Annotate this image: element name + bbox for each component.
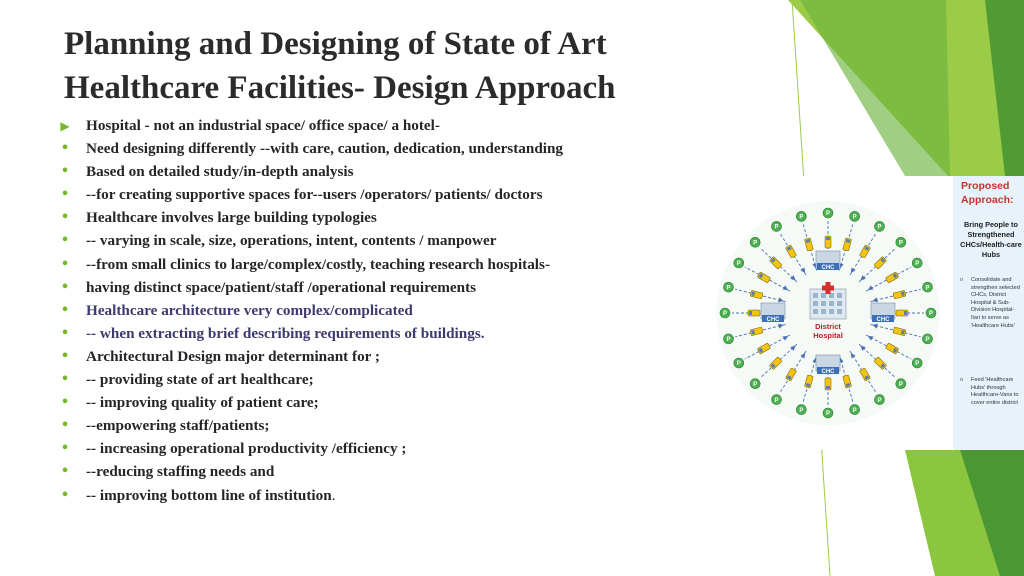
van-window <box>826 237 830 240</box>
pin-label: P <box>825 211 831 218</box>
hospital-window <box>813 309 818 314</box>
bullet-tail: . <box>331 486 336 504</box>
bullet-text: Based on detailed study/in-depth analysis <box>86 163 354 181</box>
bullet-text: Healthcare involves large building typologies <box>86 209 377 227</box>
bullet-list <box>58 115 628 508</box>
bullet-text: Healthcare architecture very complex/complicated <box>86 301 413 319</box>
bullet-text: -- providing state of art healthcare; <box>86 371 314 389</box>
pin-label: P <box>825 411 831 418</box>
van-window <box>749 311 752 315</box>
bullet-item <box>58 369 628 392</box>
hospital-window <box>813 293 818 298</box>
pin-label: P <box>915 261 920 268</box>
bullet-item <box>58 254 628 277</box>
triangle-bullet-icon: ▶ <box>60 119 70 133</box>
chc-label: CHC <box>821 368 835 375</box>
bullet-text: --for creating supportive spaces for--users /operators/ patients/ doctors <box>86 186 543 204</box>
note-bullet-icon: o <box>960 377 964 383</box>
hospital-window <box>821 301 826 306</box>
dot-bullet-icon: • <box>60 210 70 226</box>
pin-label: P <box>799 214 804 221</box>
bullet-item <box>58 392 628 415</box>
bullet-text: Need designing differently --with care, caution, dedication, understanding <box>86 140 564 158</box>
bullet-item <box>58 138 628 161</box>
hospital-window <box>837 309 842 314</box>
bullet-text: Hospital - not an industrial space/ office space/ a hotel- <box>86 117 440 134</box>
hospital-window <box>829 309 834 314</box>
bullet-item <box>58 115 628 138</box>
panel-subtitle: Bring People to Strengthened CHCs/Health-care Hubs <box>960 220 1022 259</box>
bullet-text: --from small clinics to large/complex/costly, teaching research hospitals- <box>86 255 550 273</box>
panel-note-2: Feed 'Healthcare Hubs' through Healthcare-Vans to cover entire district <box>971 377 1019 406</box>
health-van-icon <box>825 236 831 248</box>
bullet-item <box>58 207 628 230</box>
van-window <box>904 311 907 315</box>
pin-label: P <box>753 240 758 247</box>
bullet-item <box>58 461 628 484</box>
bullet-text: -- when extracting brief describing requirements of buildings. <box>86 324 485 342</box>
bullet-text: having distinct space/patient/staff /operational requirements <box>86 278 477 296</box>
pin-label: P <box>722 311 728 318</box>
panel-title: Proposed Approach: <box>961 180 1014 206</box>
chc-label: CHC <box>766 316 780 323</box>
dot-bullet-icon: • <box>60 372 70 388</box>
chc-label: CHC <box>876 316 890 323</box>
pin-label: P <box>898 240 903 247</box>
pin-label: P <box>928 311 934 318</box>
pin-label: P <box>726 285 731 292</box>
bullet-item <box>58 415 628 438</box>
panel-note-1: Consolidate and strengthen selected CHCs, District Hospital & Sub-Division Hospital-Ilari to serve as 'Healthcare Hubs' <box>971 277 1020 329</box>
chc-hub <box>761 303 785 323</box>
chc-hub <box>816 355 840 375</box>
pin-label: P <box>736 261 741 268</box>
bullet-item <box>58 230 628 253</box>
health-van-icon <box>748 310 760 316</box>
bullet-item <box>58 346 628 369</box>
bullet-text: --empowering staff/patients; <box>86 417 270 435</box>
bullet-text: -- increasing operational productivity /efficiency ; <box>86 440 407 458</box>
dot-bullet-icon: • <box>60 233 70 249</box>
chc-label: CHC <box>821 264 835 271</box>
pin-label: P <box>774 397 779 404</box>
health-van-icon <box>825 378 831 390</box>
dot-bullet-icon: • <box>60 302 70 318</box>
title-line-1: Planning and Designing of State of Art <box>64 26 607 62</box>
hub-diagram-graphic <box>703 176 953 450</box>
dot-bullet-icon: • <box>60 395 70 411</box>
dot-bullet-icon: • <box>60 441 70 457</box>
bullet-item <box>58 300 628 323</box>
pin-label: P <box>877 224 882 231</box>
proposed-approach-panel <box>953 176 1024 450</box>
chc-hub <box>871 303 895 323</box>
bullet-item <box>58 161 628 184</box>
hospital-window <box>821 309 826 314</box>
dot-bullet-icon: • <box>60 325 70 341</box>
pin-label: P <box>852 407 857 414</box>
bullet-text: -- improving quality of patient care; <box>86 394 319 412</box>
district-hospital-label: Hospital <box>813 331 843 340</box>
bullet-text: Architectural Design major determinant for ; <box>86 347 380 365</box>
district-hospital-label: District <box>815 322 841 331</box>
dot-bullet-icon: • <box>60 141 70 157</box>
hospital-window <box>837 301 842 306</box>
pin-label: P <box>925 337 930 344</box>
hospital-window <box>821 293 826 298</box>
pin-label: P <box>799 407 804 414</box>
bullet-item <box>58 485 628 508</box>
pin-label: P <box>726 337 731 344</box>
van-window <box>826 386 830 389</box>
hospital-window <box>837 293 842 298</box>
pin-label: P <box>736 361 741 368</box>
slide-title <box>64 22 764 110</box>
bullet-item <box>58 438 628 461</box>
dot-bullet-icon: • <box>60 279 70 295</box>
health-van-icon <box>896 310 908 316</box>
red-cross-icon <box>822 286 834 291</box>
hospital-window <box>829 301 834 306</box>
dot-bullet-icon: • <box>60 418 70 434</box>
pin-label: P <box>753 381 758 388</box>
bullet-text: --reducing staffing needs and <box>86 463 275 481</box>
dot-bullet-icon: • <box>60 187 70 203</box>
bullet-item <box>58 184 628 207</box>
pin-label: P <box>898 381 903 388</box>
pin-label: P <box>925 285 930 292</box>
pin-label: P <box>877 397 882 404</box>
pin-label: P <box>774 224 779 231</box>
bullet-text: -- varying in scale, size, operations, intent, contents / manpower <box>86 232 497 250</box>
hospital-window <box>813 301 818 306</box>
dot-bullet-icon: • <box>60 487 70 503</box>
title-line-2: Healthcare Facilities- Design Approach <box>64 70 616 106</box>
dot-bullet-icon: • <box>60 464 70 480</box>
bullet-item <box>58 323 628 346</box>
dot-bullet-icon: • <box>60 256 70 272</box>
pin-label: P <box>915 361 920 368</box>
bullet-text: -- improving bottom line of institution <box>86 486 332 504</box>
hub-diagram <box>703 176 1024 450</box>
dot-bullet-icon: • <box>60 164 70 180</box>
note-bullet-icon: o <box>960 277 964 283</box>
dot-bullet-icon: • <box>60 348 70 364</box>
chc-hub <box>816 251 840 271</box>
pin-label: P <box>852 214 857 221</box>
bullet-item <box>58 277 628 300</box>
